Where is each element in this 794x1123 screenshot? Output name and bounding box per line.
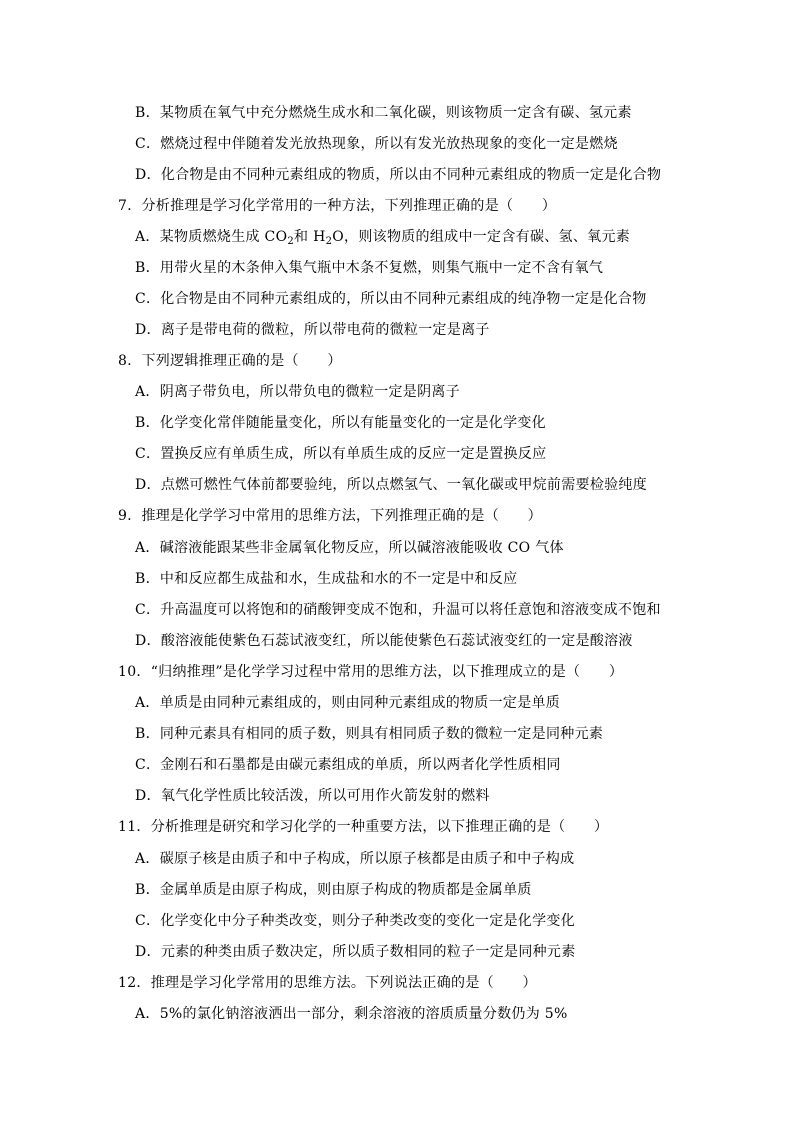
q9-stem: 9．推理是化学学习中常用的思维方法，下列推理正确的是（ ） — [118, 508, 542, 524]
q8-option-b: B．化学变化常伴随能量变化，所以有能量变化的一定是化学变化 — [135, 415, 546, 431]
q10-stem: 10．“归纳推理”是化学学习过程中常用的思维方法，以下推理成立的是（ ） — [118, 664, 624, 680]
q7-option-a — [135, 227, 630, 247]
q11-option-d: D．元素的种类由质子数决定，所以质子数相同的粒子一定是同种元素 — [135, 944, 576, 960]
q7-option-a-text-1: A．某物质燃烧生成 CO — [135, 229, 288, 245]
q7-option-d: D．离子是带电荷的微粒，所以带电荷的微粒一定是离子 — [135, 322, 490, 338]
q6-option-b: B．某物质在氧气中充分燃烧生成水和二氧化碳，则该物质一定含有碳、氢元素 — [135, 105, 632, 121]
q8-stem: 8．下列逻辑推理正确的是（ ） — [118, 353, 342, 369]
q12-option-a: A．5%的氯化钠溶液洒出一部分，剩余溶液的溶质质量分数仍为 5% — [135, 1006, 568, 1022]
q9-option-b: B．中和反应都生成盐和水，生成盐和水的不一定是中和反应 — [135, 571, 518, 587]
q11-option-b: B．金属单质是由原子构成，则由原子构成的物质都是金属单质 — [135, 882, 532, 898]
q11-stem: 11．分析推理是研究和学习化学的一种重要方法，以下推理正确的是（ ） — [118, 819, 609, 835]
q7-option-a-subscript-1: 2 — [287, 236, 295, 247]
q10-option-c: C．金刚石和石墨都是由碳元素组成的单质，所以两者化学性质相同 — [135, 757, 561, 773]
q7-option-b: B．用带火星的木条伸入集气瓶中木条不复燃，则集气瓶中一定不含有氧气 — [135, 260, 604, 276]
q7-option-a-text-2: 和 H — [294, 229, 326, 245]
q9-option-a: A．碱溶液能跟某些非金属氧化物反应，所以碱溶液能吸收 CO 气体 — [135, 540, 564, 556]
q7-option-a-text-3: O，则该物质的组成中一定含有碳、氢、氧元素 — [332, 229, 631, 245]
q10-option-b: B．同种元素具有相同的质子数，则具有相同质子数的微粒一定是同种元素 — [135, 726, 604, 742]
q11-option-c: C．化学变化中分子种类改变，则分子种类改变的变化一定是化学变化 — [135, 913, 576, 929]
q6-option-c: C．燃烧过程中伴随着发光放热现象，所以有发光放热现象的变化一定是燃烧 — [135, 136, 618, 152]
q10-option-a: A．单质是由同种元素组成的，则由同种元素组成的物质一定是单质 — [135, 695, 561, 711]
q8-option-d: D．点燃可燃性气体前都要验纯，所以点燃氢气、一氧化碳或甲烷前需要检验纯度 — [135, 477, 648, 493]
q12-stem: 12．推理是学习化学常用的思维方法。下列说法正确的是（ ） — [118, 975, 537, 991]
q7-option-a-subscript-2: 2 — [325, 236, 333, 247]
q11-option-a: A．碳原子核是由质子和中子构成，所以原子核都是由质子和中子构成 — [135, 851, 575, 867]
q6-option-d: D．化合物是由不同种元素组成的物质，所以由不同种元素组成的物质一定是化合物 — [135, 167, 662, 183]
q10-option-d: D．氧气化学性质比较活泼，所以可用作火箭发射的燃料 — [135, 788, 490, 804]
q8-option-a: A．阴离子带负电，所以带负电的微粒一定是阴离子 — [135, 384, 461, 400]
q7-option-c: C．化合物是由不同种元素组成的，所以由不同种元素组成的纯净物一定是化合物 — [135, 291, 647, 307]
q9-option-c: C．升高温度可以将饱和的硝酸钾变成不饱和，升温可以将任意饱和溶液变成不饱和 — [135, 602, 661, 618]
q9-option-d: D．酸溶液能使紫色石蕊试液变红，所以能使紫色石蕊试液变红的一定是酸溶液 — [135, 633, 633, 649]
q8-option-c: C．置换反应有单质生成，所以有单质生成的反应一定是置换反应 — [135, 446, 547, 462]
q7-stem: 7．分析推理是学习化学常用的一种方法，下列推理正确的是（ ） — [118, 198, 557, 214]
